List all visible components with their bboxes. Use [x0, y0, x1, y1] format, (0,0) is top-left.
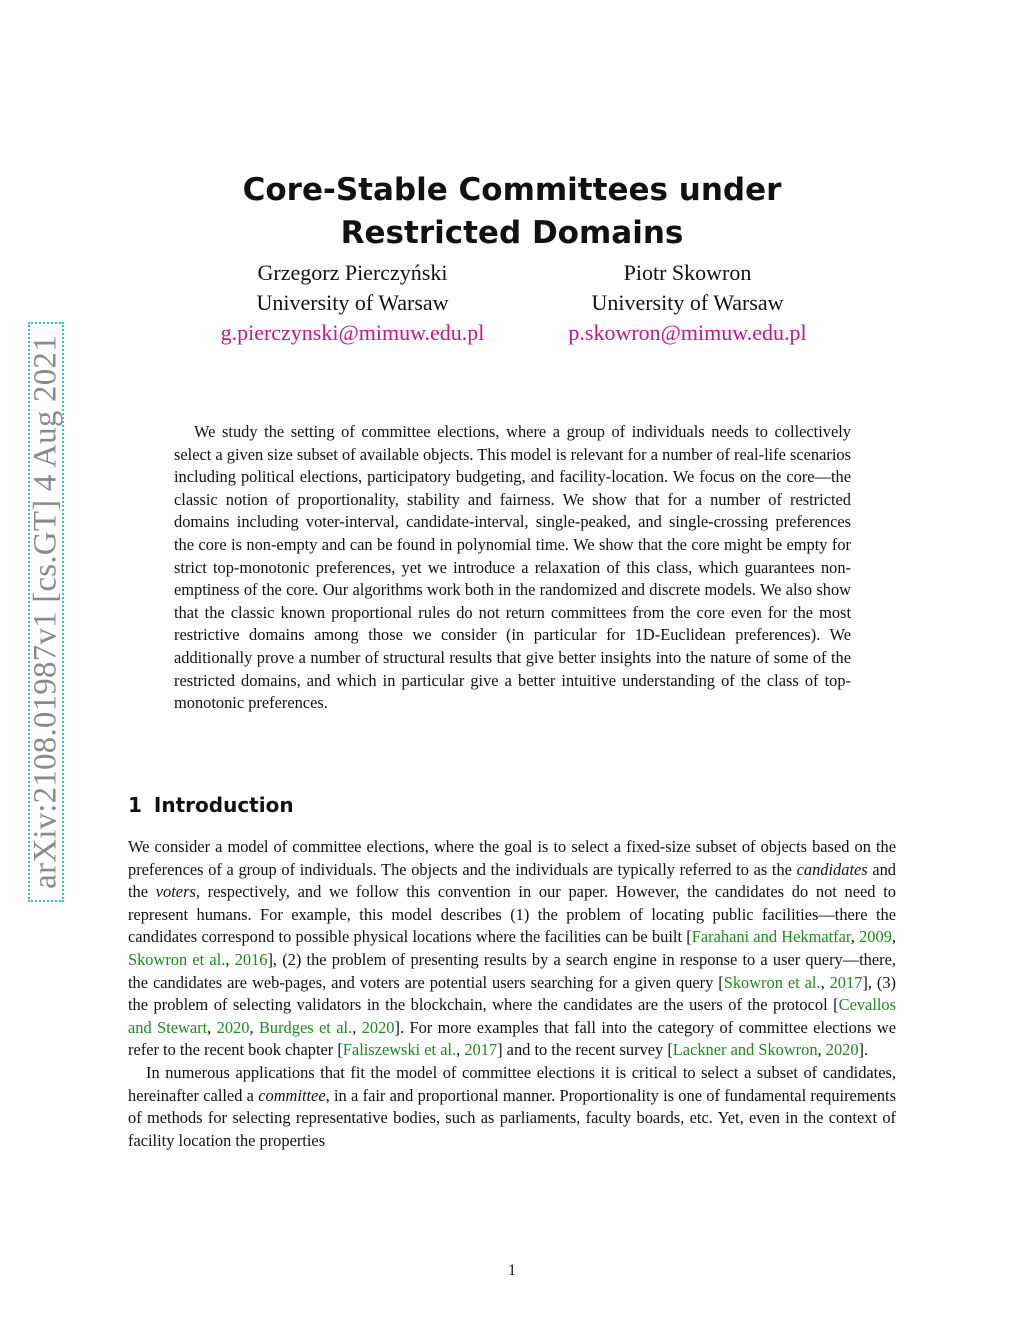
- paragraph: [128, 836, 896, 1062]
- text-run: ,: [456, 1040, 465, 1060]
- section-number: 1: [128, 793, 142, 817]
- citation-link[interactable]: Farahani and Hekmatfar: [691, 927, 851, 947]
- author-name: Grzegorz Pierczyński: [257, 260, 448, 285]
- text-run: and the: [128, 859, 897, 902]
- author-email-link[interactable]: g.pierczynski@mimuw.edu.pl: [220, 320, 485, 345]
- text-run: ], (3) the problem of selecting validators in the blockchain, where the candidates are the users of the protocol [: [128, 972, 896, 1015]
- emphasis: candidates: [796, 859, 868, 879]
- paper-title: Core-Stable Committees under Restricted Domains: [242, 171, 782, 251]
- text-run: ,: [820, 972, 830, 992]
- text-run: ,: [225, 949, 235, 969]
- author-email-link[interactable]: p.skowron@mimuw.edu.pl: [568, 320, 807, 345]
- section-title: Introduction: [153, 793, 294, 817]
- text-run: ,: [891, 927, 896, 947]
- arxiv-identifier[interactable]: arXiv:2108.01987v1 [cs.GT] 4 Aug 2021: [27, 335, 64, 889]
- emphasis: committee: [258, 1085, 326, 1105]
- text-run: ], (2) the problem of presenting results by a search engine in response to a user query—there, the candidates are web-pages, and voters are potential users searching for a given query [: [128, 949, 896, 992]
- abstract: We study the setting of committee elections, where a group of individuals needs to collectively select a given size subset of available objects. This model is relevant for a number of real-life scenarios including political elections, participatory budgeting, and facility-location. We focus on the core—the classic notion of proportionality, stability and fairness. We show that for a number of restricted domains including voter-interval, candidate-interval, single-peaked, and single-crossing preferences the core is non-empty and can be found in polynomial time. We show that the core might be empty for strict top-monotonic preferences, yet we introduce a relaxation of this class, which guarantees non-emptiness of the core. Our algorithms work both in the randomized and discrete models. We also show that the classic known proportional rules do not return committees from the core even for the most restrictive domains among those we consider (in particular for 1D-Euclidean preferences). We additionally prove a number of structural results that give better insights into the nature of some of the restricted domains, and which in particular give a better intuitive understanding of the class of top-monotonic preferences.: [174, 422, 851, 713]
- text-run: ] and to the recent survey [: [497, 1040, 673, 1060]
- citation-year-link[interactable]: 2017: [829, 972, 863, 992]
- author-block-2: [535, 258, 840, 348]
- text-run: ,: [817, 1040, 826, 1060]
- author-block-1: [180, 258, 525, 348]
- text-run: In numerous applications that fit the model of committee elections it is critical to select a subset of candidates, hereinafter called a: [128, 1062, 896, 1105]
- citation-year-link[interactable]: 2017: [464, 1040, 498, 1060]
- citation-link[interactable]: Lackner and Skowron: [672, 1040, 818, 1060]
- citation-link[interactable]: Skowron et al.: [723, 972, 821, 992]
- author-affiliation: University of Warsaw: [256, 290, 449, 315]
- citation-link[interactable]: Burdges et al.: [258, 1017, 353, 1037]
- section-heading: [128, 790, 294, 820]
- text-run: ,: [850, 927, 860, 947]
- citation-year-link[interactable]: 2020: [361, 1017, 395, 1037]
- citation-year-link[interactable]: 2009: [859, 927, 892, 947]
- citation-year-link[interactable]: 2020: [216, 1017, 250, 1037]
- paragraph: [128, 1062, 896, 1152]
- text-run: ]. For more examples that fall into the category of committee elections we refer to the recent book chapter [: [128, 1017, 896, 1060]
- citation-link[interactable]: Skowron et al.: [128, 949, 226, 969]
- text-run: , respectively, and we follow this convention in our paper. However, the candidates do not need to represent humans. For example, this model describes (1) the problem of locating public facilities—there the candidates correspond to possible physical locations where the facilities can be built [: [128, 882, 896, 947]
- text-run: , in a fair and proportional manner. Proportionality is one of fundamental requirements of methods for selecting representative bodies, such as parliaments, faculty boards, etc. Yet, even in the context of facility location the properties: [128, 1085, 896, 1150]
- author-affiliation: University of Warsaw: [591, 290, 784, 315]
- citation-year-link[interactable]: 2016: [234, 949, 268, 969]
- citation-link[interactable]: Cevallos and Stewart: [128, 995, 896, 1037]
- text-run: We consider a model of committee elections, where the goal is to select a fixed-size subset of objects based on the preferences of a group of individuals. The objects and the individuals are typically referred to as the: [128, 837, 896, 879]
- text-run: ,: [249, 1017, 259, 1037]
- text-run: ].: [858, 1040, 869, 1060]
- citation-year-link[interactable]: 2020: [825, 1040, 859, 1060]
- author-name: Piotr Skowron: [623, 260, 752, 285]
- citation-link[interactable]: Faliszewski et al.: [342, 1040, 457, 1060]
- emphasis: voters: [155, 882, 196, 902]
- page-number: 1: [508, 1262, 516, 1279]
- introduction-body: [128, 836, 896, 1152]
- text-run: ,: [207, 1017, 217, 1037]
- text-run: ,: [352, 1017, 362, 1037]
